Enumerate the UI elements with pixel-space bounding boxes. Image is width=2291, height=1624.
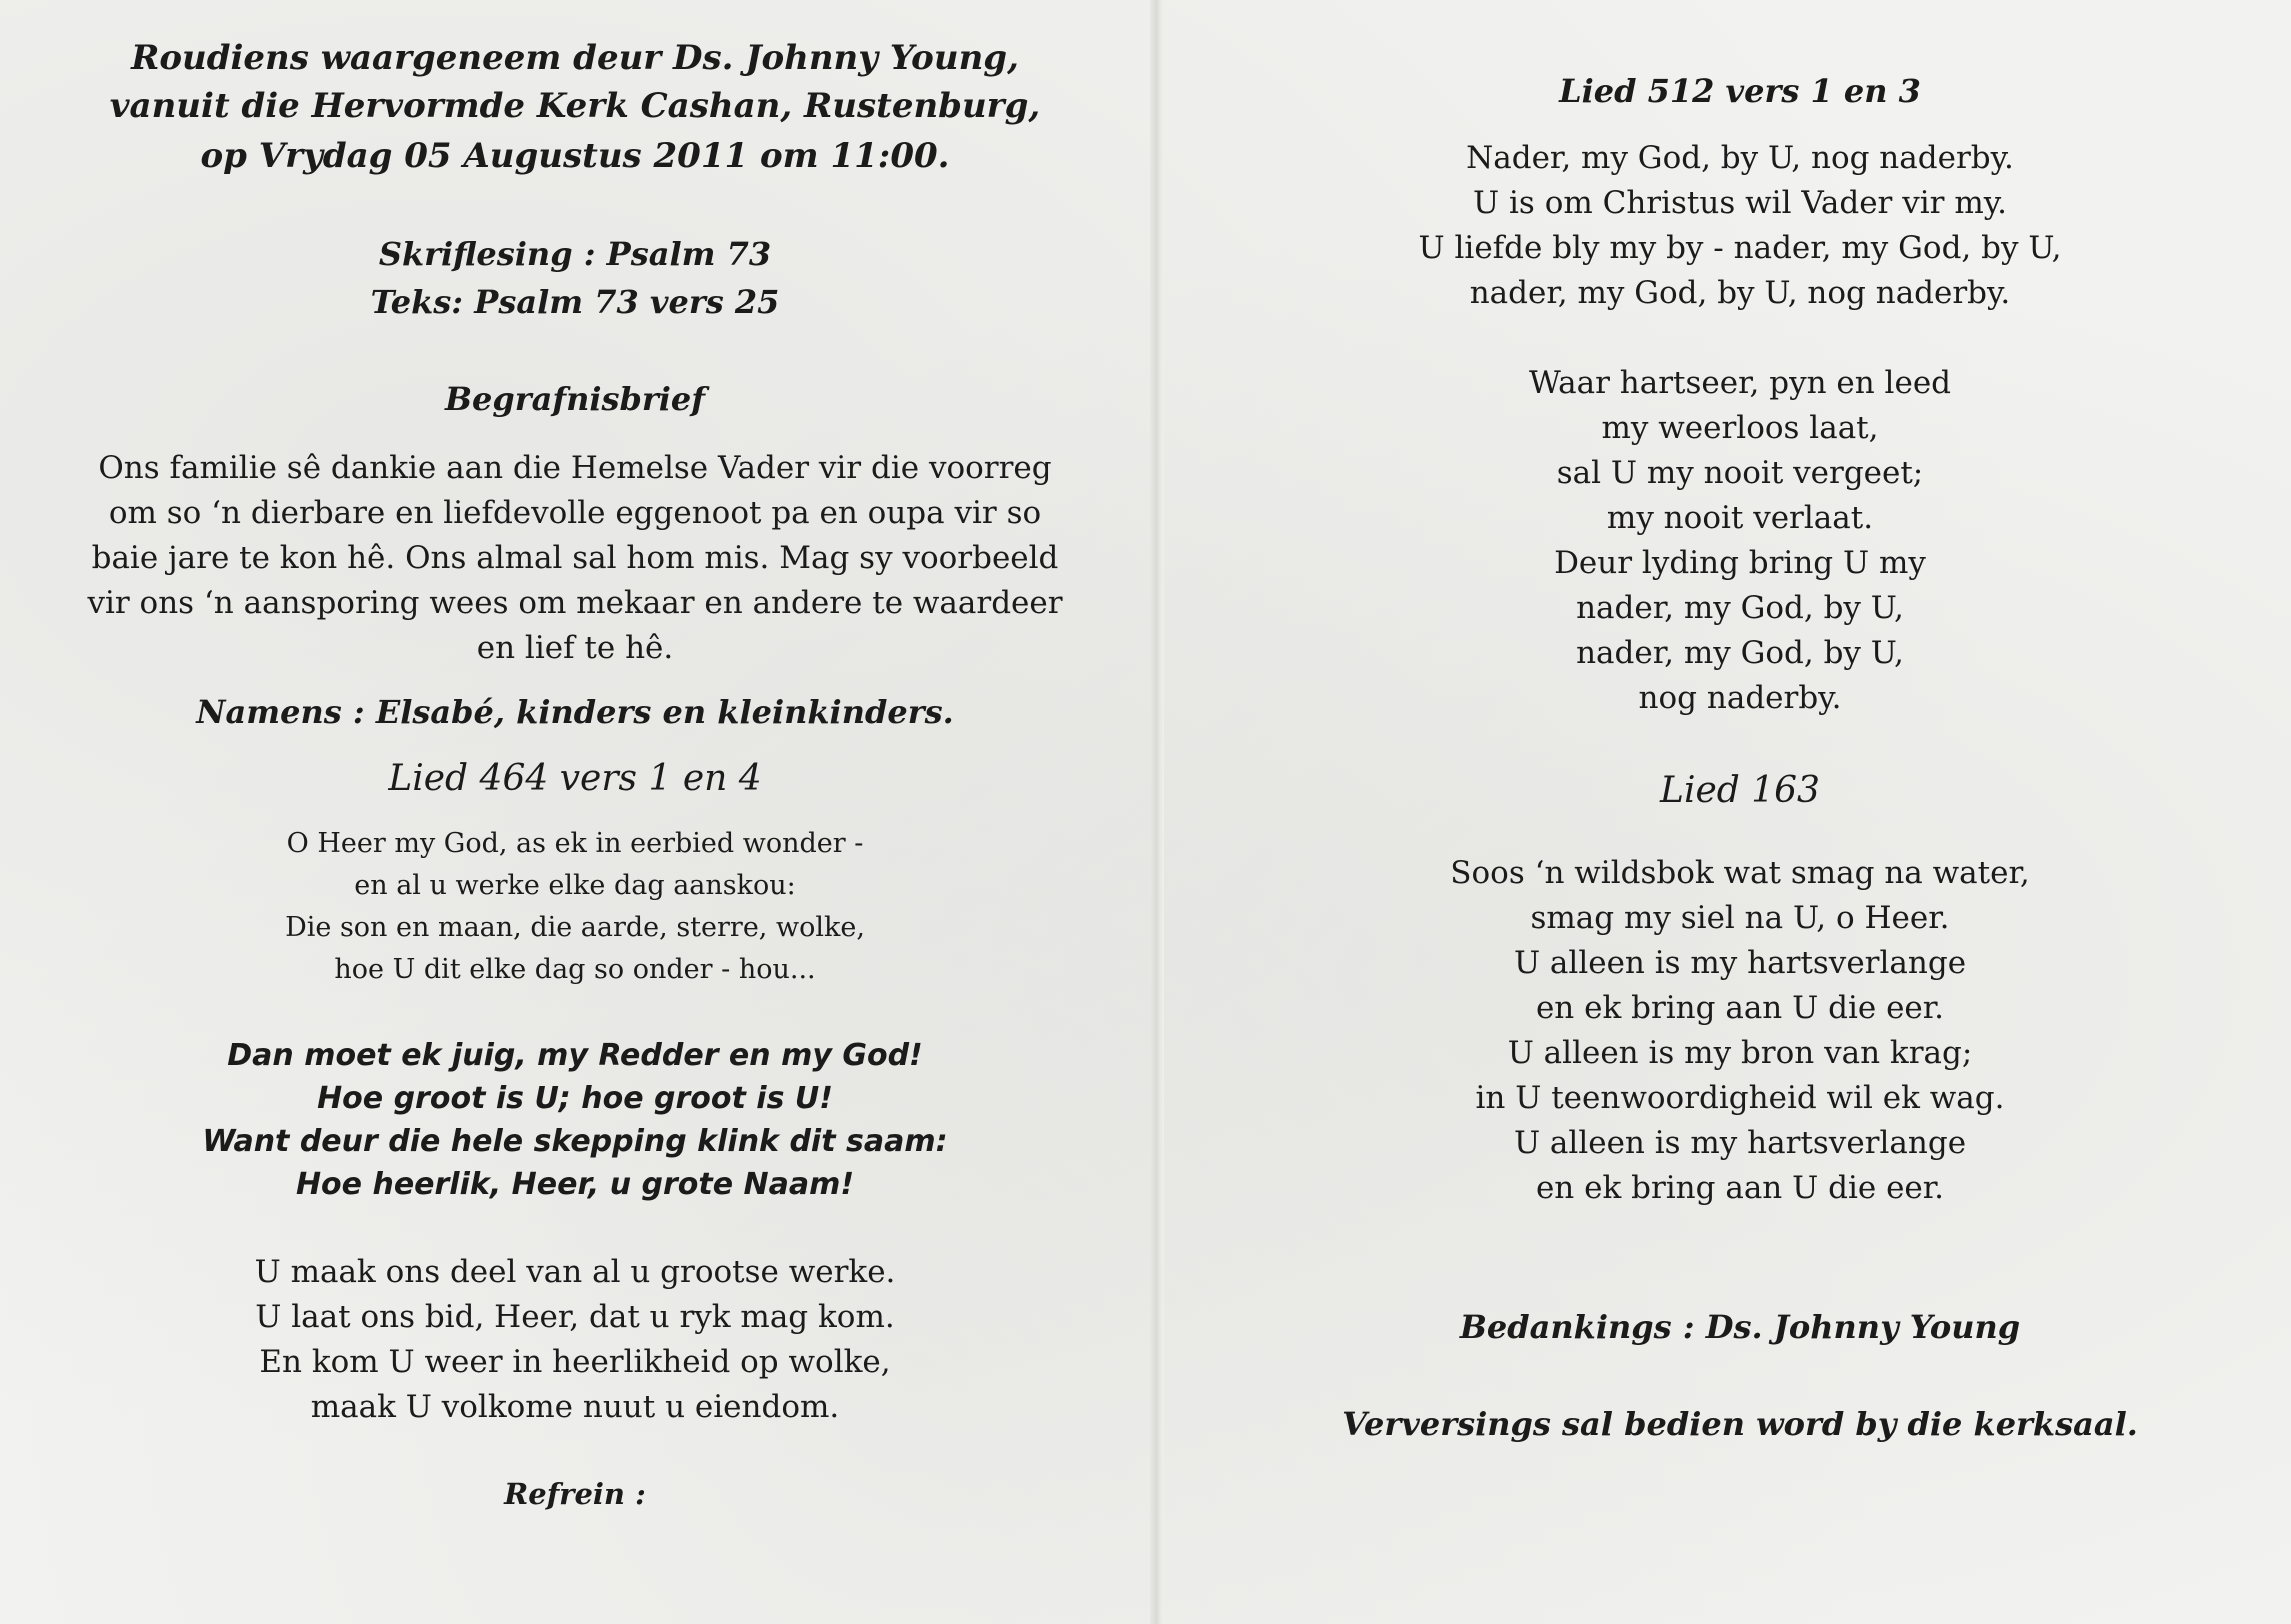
verse-line: smag my siel na U, o Heer. (1530, 900, 1950, 936)
letter-line: om so ‘n dierbare en liefdevolle eggenoot pa en oupa vir so (108, 495, 1042, 531)
verse-line: my nooit verlaat. (1606, 500, 1874, 536)
verse-line: en ek bring aan U die eer. (1535, 990, 1945, 1026)
verse-line: O Heer my God, as ek in eerbied wonder - (286, 828, 864, 859)
letter-line: Ons familie sê dankie aan die Hemelse Vader vir die voorreg (98, 450, 1052, 486)
left-page (60, 0, 1090, 1624)
hymn-title: Lied 163 (1660, 770, 1820, 811)
chorus-line: Hoe groot is U; hoe groot is U! (317, 1081, 833, 1116)
verse-line: nog naderby. (1638, 680, 1842, 716)
verse-line: sal U my nooit vergeet; (1556, 455, 1924, 491)
family-signature: Namens : Elsabé, kinders en kleinkinders. (196, 693, 954, 731)
hymn-title: Lied 464 vers 1 en 4 (388, 758, 762, 799)
letter-line: en lief te hê. (476, 630, 674, 666)
right-page (1240, 0, 2240, 1624)
scripture-reading: Skriflesing : Psalm 73 (378, 235, 772, 273)
chorus-line: Want deur die hele skepping klink dit saam: (202, 1124, 948, 1159)
page-fold (1150, 0, 1164, 1624)
refreshments-line: Verversings sal bedien word by die kerksaal. (1342, 1405, 2138, 1443)
hymn-title: Lied 512 vers 1 en 3 (1559, 72, 1921, 110)
verse-line: U alleen is my hartsverlange (1513, 1125, 1967, 1161)
verse-line: nader, my God, by U, (1576, 590, 1904, 626)
verse-line: nader, my God, by U, nog naderby. (1469, 275, 2011, 311)
letter-title: Begrafnisbrief (444, 380, 706, 418)
verse-line: U maak ons deel van al u grootse werke. (254, 1254, 896, 1290)
verse-line: Die son en maan, die aarde, sterre, wolke, (285, 912, 865, 943)
verse-line: hoe U dit elke dag so onder - hou... (334, 954, 816, 985)
thanks-line: Bedankings : Ds. Johnny Young (1459, 1308, 2021, 1346)
refrain-label: Refrein : (504, 1477, 646, 1511)
verse-line: Soos ‘n wildsbok wat smag na water, (1450, 855, 2030, 891)
verse-line: Nader, my God, by U, nog naderby. (1466, 140, 2014, 176)
verse-line: U alleen is my hartsverlange (1513, 945, 1967, 981)
service-info-line: Roudiens waargeneem deur Ds. Johnny Young, (131, 38, 1019, 78)
chorus-line: Hoe heerlik, Heer, u grote Naam! (295, 1167, 855, 1202)
chorus-line: Dan moet ek juig, my Redder en my God! (227, 1038, 923, 1073)
verse-line: en al u werke elke dag aanskou: (354, 870, 796, 901)
verse-line: U is om Christus wil Vader vir my. (1473, 185, 2007, 221)
verse-line: maak U volkome nuut u eiendom. (310, 1389, 840, 1425)
service-info-line: vanuit die Hervormde Kerk Cashan, Rustenburg, (109, 86, 1041, 126)
sermon-text: Teks: Psalm 73 vers 25 (370, 283, 780, 321)
verse-line: en ek bring aan U die eer. (1535, 1170, 1945, 1206)
verse-line: Deur lyding bring U my (1554, 545, 1926, 581)
verse-line: nader, my God, by U, (1576, 635, 1904, 671)
verse-line: U laat ons bid, Heer, dat u ryk mag kom. (255, 1299, 895, 1335)
verse-line: U alleen is my bron van krag; (1507, 1035, 1973, 1071)
verse-line: my weerloos laat, (1601, 410, 1879, 446)
letter-line: baie jare te kon hê. Ons almal sal hom mis. Mag sy voorbeeld (91, 540, 1059, 576)
verse-line: En kom U weer in heerlikheid op wolke, (259, 1344, 891, 1380)
service-info-line: op Vrydag 05 Augustus 2011 om 11:00. (200, 136, 950, 176)
verse-line: Waar hartseer, pyn en leed (1528, 365, 1952, 401)
verse-line: in U teenwoordigheid wil ek wag. (1475, 1080, 2005, 1116)
verse-line: U liefde bly my by - nader, my God, by U, (1418, 230, 2062, 266)
letter-line: vir ons ‘n aansporing wees om mekaar en andere te waardeer (87, 585, 1063, 621)
